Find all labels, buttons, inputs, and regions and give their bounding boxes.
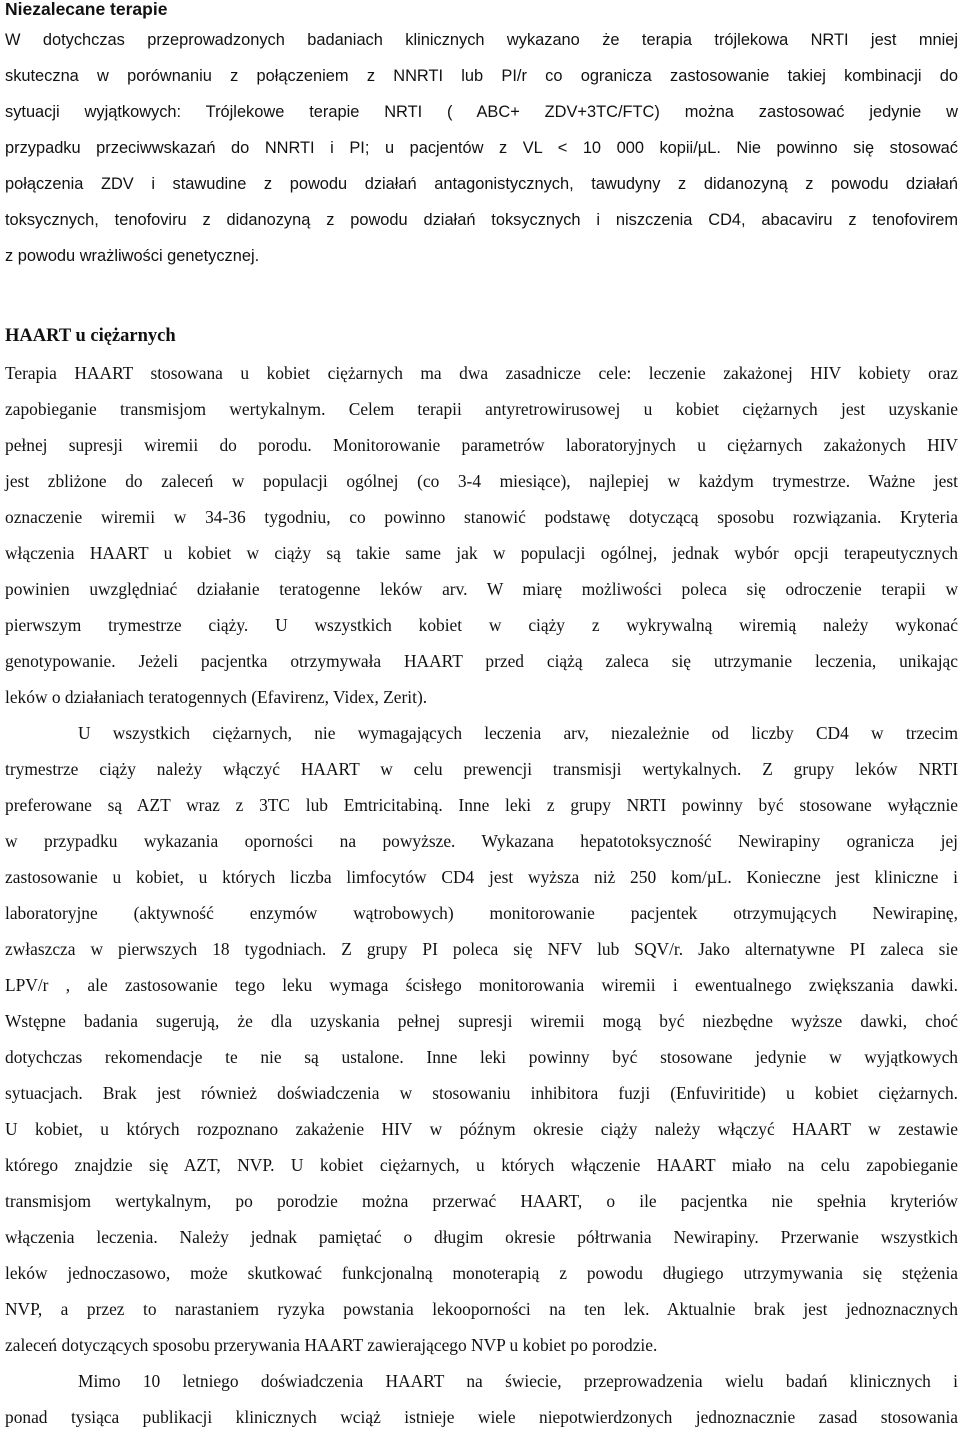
text-line: W dotychczas przeprowadzonych badaniach klinicznych wykazano że terapia trójlekowa NRTI jest mniej <box>5 31 958 49</box>
text-line: Wstępne badania sugerują, że dla uzyskania pełnej supresji wiremii mogą być niezbędne wyższe dawki, choć <box>5 1011 958 1031</box>
text-line: toksycznych, tenofoviru z didanozyną z powodu działań toksycznych i niszczenia CD4, abacaviru z tenofovirem <box>5 211 958 229</box>
text-line: LPV/r , ale zastosowanie tego leku wymaga ścisłego monitorowania wiremii i ewentualnego zwiększania dawki. <box>5 975 958 995</box>
text-line: Mimo 10 letniego doświadczenia HAART na świecie, przeprowadzenia wielu badań klinicznych i <box>78 1371 958 1391</box>
text-line: zaleceń dotyczących sposobu przerywania HAART zawierającego NVP u kobiet po porodzie. <box>5 1335 658 1355</box>
text-line: transmisjom wertykalnym, po porodzie można przerwać HAART, o ile pacjentka nie spełnia kryteriów <box>5 1191 958 1211</box>
text-line: preferowane są AZT wraz z 3TC lub Emtricitabiną. Inne leki z grupy NRTI powinny być stosowane wyłącznie <box>5 795 958 815</box>
text-line: U wszystkich ciężarnych, nie wymagających leczenia arv, niezależnie od liczby CD4 w trzecim <box>78 723 958 743</box>
section-heading: Niezalecane terapie <box>5 0 168 19</box>
text-line: trymestrze ciąży należy włączyć HAART w celu prewencji transmisji wertykalnych. Z grupy leków NRTI <box>5 759 958 779</box>
text-line: powinien uwzględniać działanie teratogenne leków arv. W miarę możliwości poleca się odroczenie terapii w <box>5 579 958 599</box>
text-line: z powodu wrażliwości genetycznej. <box>5 247 260 265</box>
section-niezalecane-terapie <box>5 0 958 265</box>
text-line: sytuacji wyjątkowych: Trójlekowe terapie NRTI ( ABC+ ZDV+3TC/FTC) można zastosować jedynie w <box>5 103 958 121</box>
text-line: przypadku przeciwwskazań do NNRTI i PI; u pacjentów z VL < 10 000 kopii/µL. Nie powinno się stosować <box>5 139 958 157</box>
text-line: oznaczenie wiremii w 34-36 tygodniu, co powinno stanowić podstawę dotyczącą sposobu rozwiązania. Kryteria <box>5 507 958 527</box>
text-line: genotypowanie. Jeżeli pacjentka otrzymywała HAART przed ciążą zaleca się utrzymanie leczenia, unikając <box>5 651 958 671</box>
text-line: U kobiet, u których rozpoznano zakażenie HIV w późnym okresie ciąży należy włączyć HAART w zestawie <box>5 1119 958 1139</box>
section-haart-u-ciezarnych <box>5 326 958 1427</box>
text-line: pierwszym trymestrze ciąży. U wszystkich kobiet w ciąży z wykrywalną wiremią należy wykonać <box>5 615 958 635</box>
text-line: leków o działaniach teratogennych (Efavirenz, Videx, Zerit). <box>5 687 428 707</box>
text-line: skuteczna w porównaniu z połączeniem z NNRTI lub PI/r co ogranicza zastosowanie takiej kombinacji do <box>5 67 958 85</box>
text-line: zapobieganie transmisjom wertykalnym. Celem terapii antyretrowirusowej u kobiet ciężarnych jest uzyskanie <box>5 399 958 419</box>
text-line: jest zbliżone do zaleceń w populacji ogólnej (co 3-4 miesiące), najlepiej w każdym trymestrze. Ważne jest <box>5 471 958 491</box>
text-line: włączenia leczenia. Należy jednak pamiętać o długim okresie półtrwania Newirapiny. Przerwanie wszystkich <box>5 1227 958 1247</box>
text-line: sytuacjach. Brak jest również doświadczenia w stosowaniu inhibitora fuzji (Enfuviritide) u kobiet ciężarnych. <box>5 1083 958 1103</box>
text-line: w przypadku wykazania oporności na powyższe. Wykazana hepatotoksyczność Newirapiny ogranicza jej <box>5 831 958 851</box>
text-line: NVP, a przez to narastaniem ryzyka powstania lekooporności na ten lek. Aktualnie brak jest jednoznacznych <box>5 1299 958 1319</box>
paragraph <box>5 22 958 274</box>
text-line: zastosowanie u kobiet, u których liczba limfocytów CD4 jest wyższa niż 250 kom/µL. Konieczne jest kliniczne i <box>5 867 958 887</box>
text-line: dotychczas rekomendacje te nie są ustalone. Inne leki powinny być stosowane jedynie w wyjątkowych <box>5 1047 958 1067</box>
text-line: połączenia ZDV i stawudine z powodu działań antagonistycznych, tawudyny z didanozyną z powodu działań <box>5 175 958 193</box>
text-line: leków jednoczasowo, może skutkować funkcjonalną monoterapią z powodu długiego utrzymywania się stężenia <box>5 1263 958 1283</box>
paragraph <box>5 355 958 1435</box>
text-line: pełnej supresji wiremii do porodu. Monitorowanie parametrów laboratoryjnych u ciężarnych zakażonych HIV <box>5 435 958 455</box>
text-line: włączenia HAART u kobiet w ciąży są takie same jak w populacji ogólnej, jednak wybór opcji terapeutycznych <box>5 543 958 563</box>
text-line: Terapia HAART stosowana u kobiet ciężarnych ma dwa zasadnicze cele: leczenie zakażonej HIV kobiety oraz <box>5 363 958 383</box>
text-line: laboratoryjne (aktywność enzymów wątrobowych) monitorowanie pacjentek otrzymujących Newirapinę, <box>5 903 958 923</box>
text-line: ponad tysiąca publikacji klinicznych wciąż istnieje wiele niepotwierdzonych jednoznacznie zasad stosowania <box>5 1407 958 1427</box>
text-line: zwłaszcza w pierwszych 18 tygodniach. Z grupy PI poleca się NFV lub SQV/r. Jako alternatywne PI zaleca sie <box>5 939 958 959</box>
section-heading: HAART u ciężarnych <box>5 326 176 346</box>
text-line: którego znajdzie się AZT, NVP. U kobiet ciężarnych, u których włączenie HAART miało na celu zapobieganie <box>5 1155 958 1175</box>
